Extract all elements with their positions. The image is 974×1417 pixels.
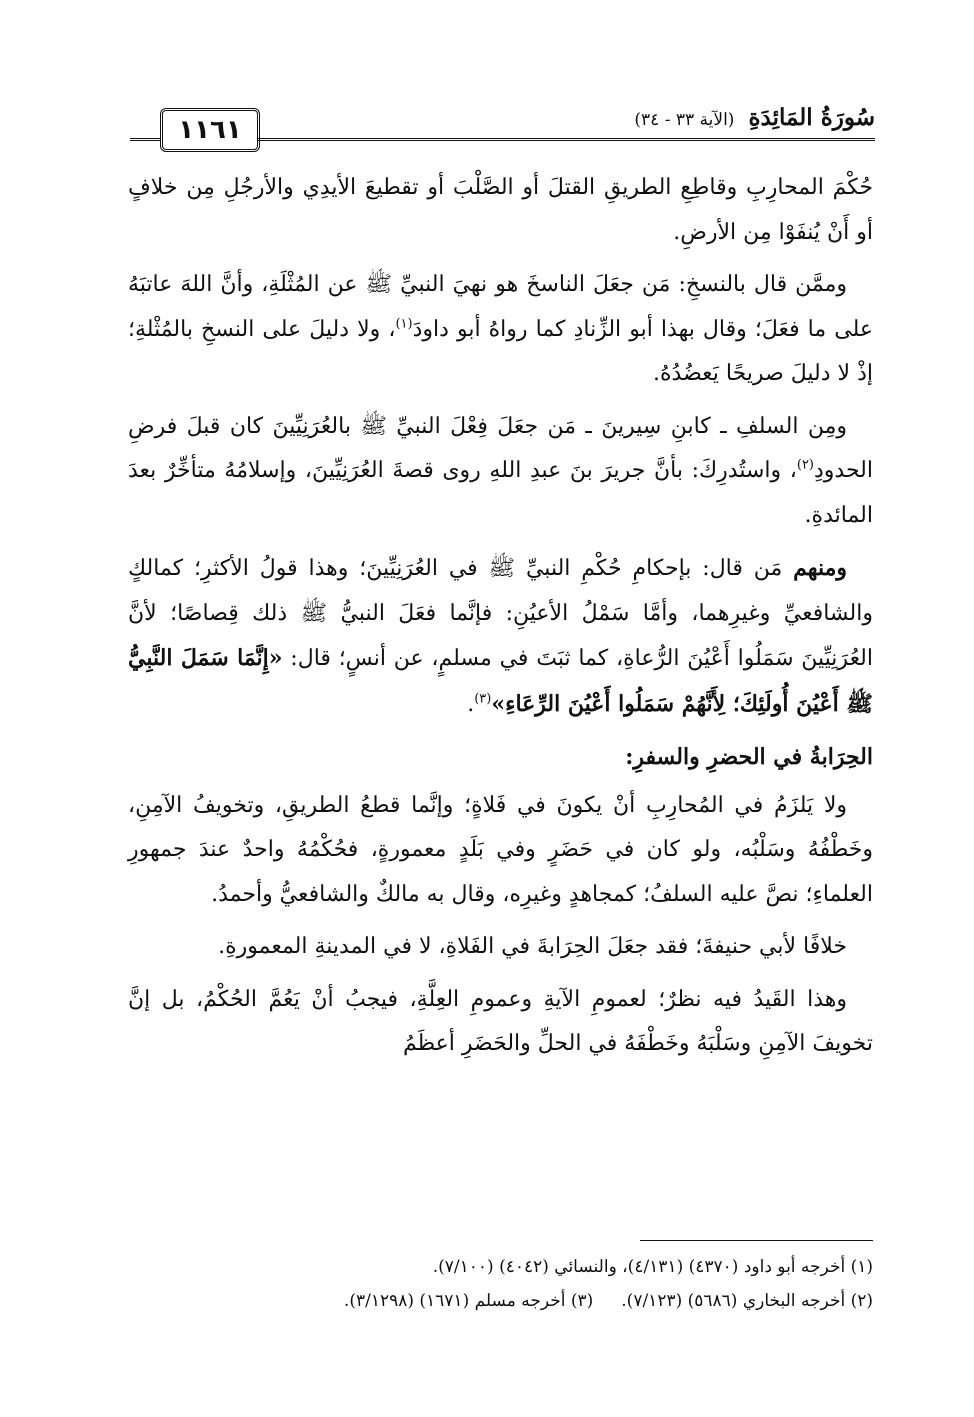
paragraph-3-end: ، واستُدرِكَ: بأنَّ جريرَ بنَ عبدِ اللهِ روى قصةَ العُرَنِيِّينَ، وإسلامُهُ متأخِّرٌ بعدَ المائدةِ.: [128, 458, 873, 528]
page-number: ١١٦١: [160, 108, 260, 152]
paragraph-1: حُكْمَ المحارِبِ وقاطِعِ الطريقِ القتلَ أو الصَّلْبَ أو تقطيعَ الأيدِي والأرجُلِ مِن خلافٍ أو أَنْ يُنفَوْا مِن الأرضِ.: [128, 175, 873, 245]
footnote-1: (١) أخرجه أبو داود (٤٣٧٠) (٤/١٣١)، والنسائي (٤٠٤٢) (٧/١٠٠).: [432, 1257, 873, 1277]
main-text: [128, 166, 873, 1075]
paragraph-4-end: .: [467, 691, 475, 717]
paragraph-2: [128, 263, 873, 397]
paragraph-5: ولا يَلزَمُ في المُحارِبِ أنْ يكونَ في فَلاةٍ؛ وإنَّما قطعُ الطريقِ، وتخويفُ الآمِنِ، وخَطْفُهُ وسَلْبُه، ولو كان في حَضَرٍ وفي بَلَدٍ معمورةٍ، فحُكْمُهُ واحدٌ عندَ جمهورِ العلماءِ؛ نصَّ عليه السلفُ؛ كمجاهدٍ وغيرِه، وقال به مالكٌ والشافعيُّ وأحمدُ.: [128, 792, 873, 907]
ayah-range: (الآية ٣٣ - ٣٤): [634, 110, 735, 130]
footnote-ref-2[interactable]: (٢): [796, 457, 814, 473]
footnotes: [128, 1250, 873, 1318]
sura-name: سُورَةُ المَائِدَةِ: [748, 104, 875, 131]
paragraph-4: [128, 546, 873, 727]
section-heading: الحِرَابةُ في الحضرِ والسفرِ:: [625, 744, 873, 770]
paragraph-6: خلافًا لأبي حنيفةَ؛ فقد جعَلَ الحِرَابةَ في الفَلاةِ، لا في المدينةِ المعمورةِ.: [218, 934, 847, 959]
paragraph-7: وهذا القَيدُ فيه نظرٌ؛ لعمومِ الآيةِ وعمومِ العِلَّةِ، فيجبُ أنْ يَعُمَّ الحُكْمُ، بل إنَّ تخويفَ الآمِنِ وسَلْبَهُ وخَطْفَهُ في الحلِّ والحَضَرِ أعظَمُ: [128, 986, 873, 1056]
footnote-3: (٣) أخرجه مسلم (١٦٧١) (٣/١٢٩٨).: [343, 1291, 594, 1311]
paragraph-3-text: ومِن السلفِ ـ كابنِ سِيرينَ ـ مَن جعَلَ فِعْلَ النبيِّ ﷺ بالعُرَنِيِّينَ كان قبلَ فرضِ الحدودِ: [128, 413, 873, 483]
paragraph-2-end: ، ولا دليلَ على النسخِ بالمُثْلةِ؛ إذْ لا دليلَ صريحًا يَعضُدُهُ.: [128, 316, 873, 386]
paragraph-2-text: وممَّن قال بالنسخِ: مَن جعَلَ الناسخَ هو نهيَ النبيِّ ﷺ عن المُثْلَةِ، وأنَّ اللهَ عاتبَهُ على ما فعَلَ؛ وقال بهذا أبو الزِّنادِ كما رواهُ أبو داودَ: [128, 272, 873, 342]
footnote-divider: [640, 1240, 873, 1241]
footnote-ref-1[interactable]: (١): [395, 316, 413, 332]
paragraph-3: [128, 405, 873, 539]
footnote-row-2: [128, 1284, 873, 1318]
header-rule-right: [258, 138, 875, 144]
paragraph-4-lead: ومنهم: [793, 555, 847, 581]
page-header: [130, 104, 875, 154]
paragraph-4-text: مَن قال: بإحكامِ حُكْمِ النبيِّ ﷺ في العُرَنِيِّينَ؛ وهذا قولُ الأكثرِ؛ كمالكٍ والشافعيِّ وغيرِهما، وأمَّا سَمْلُ الأعيُنِ: فإنَّما فعَلَ النبيُّ ﷺ ذلك قِصاصًا؛ لأنَّ العُرَنِيِّينَ سَمَلُوا أَعْيُنَ الرُّعاةِ، كما ثبَتَ في مسلمٍ، عن أنسٍ؛ قال:: [128, 556, 874, 671]
footnote-ref-3[interactable]: (٣): [474, 691, 492, 707]
hadith-quote: «إِنَّمَا سَمَلَ النَّبِيُّ ﷺ أَعْيُنَ أُولَئِكَ؛ لِأَنَّهُمْ سَمَلُوا أَعْيُنَ الرِّعَاءِ»: [128, 645, 873, 717]
sura-title: [634, 104, 875, 131]
footnote-2: (٢) أخرجه البخاري (٥٦٨٦) (٧/١٢٣).: [621, 1291, 873, 1311]
